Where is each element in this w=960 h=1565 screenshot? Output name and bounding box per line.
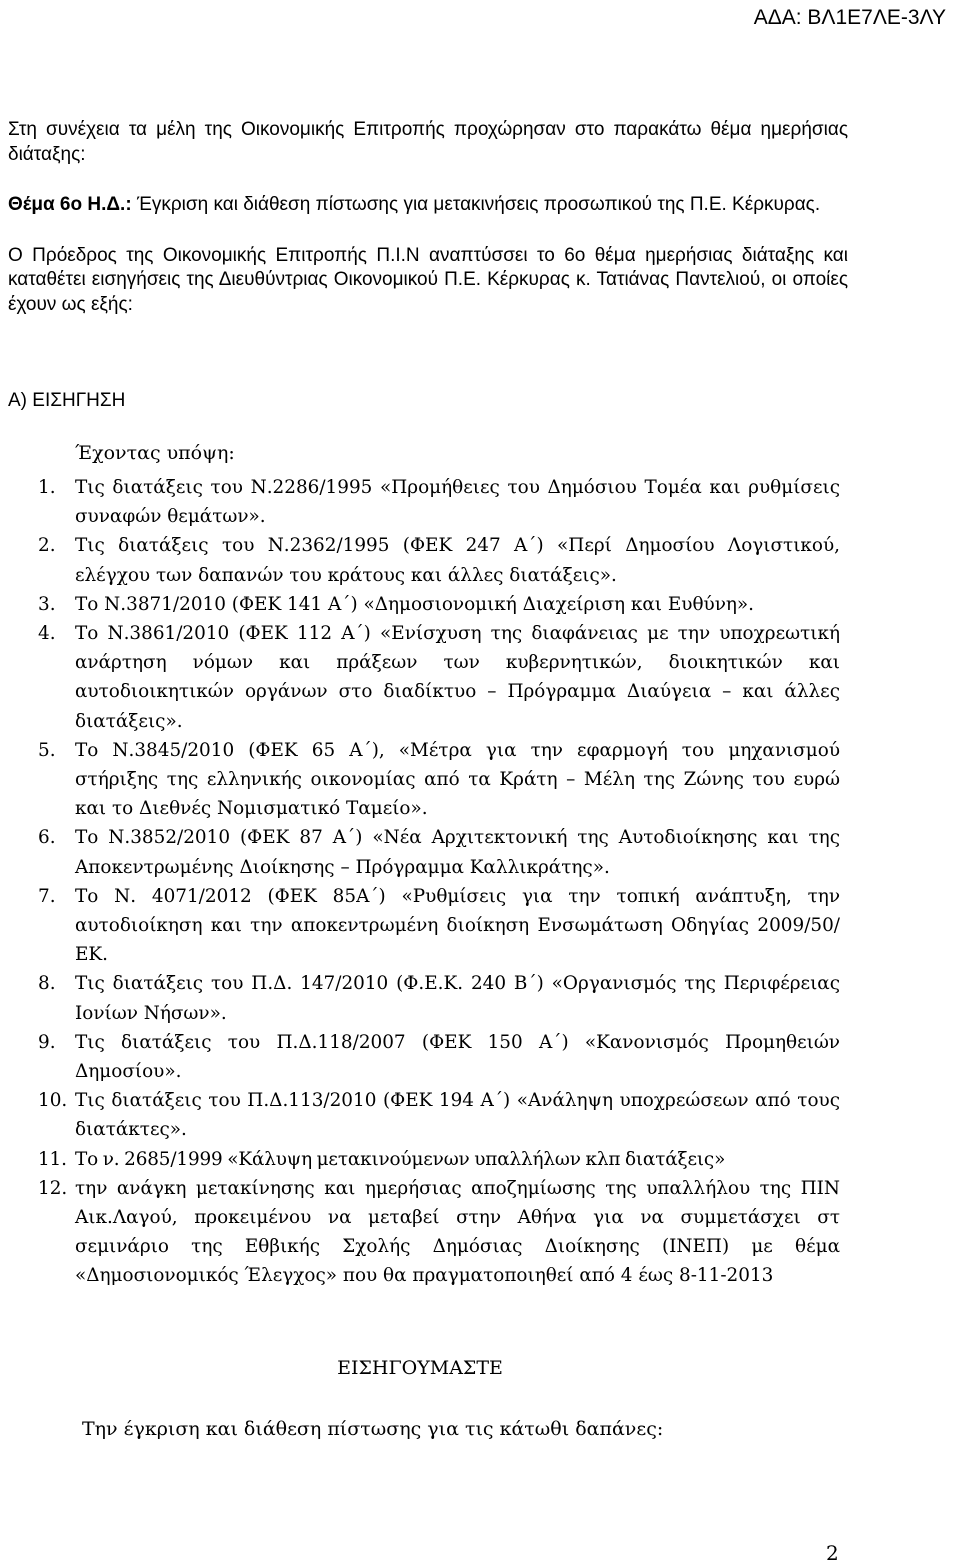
item-number: 9.: [38, 1031, 56, 1053]
list-item: [0, 736, 840, 824]
subject-paragraph: [8, 193, 848, 218]
item-text: την ανάγκη μετακίνησης και ημερήσιας αποζημίωσης της υπαλλήλου της ΠΙΝ Αικ.Λαγού, προκειμένου να μεταβεί στην Αθήνα για να συμμετάσχει στ σεμινάριο της Εθβικής Σχολής Δημόσιας Διοίκησης (ΙΝΕΠ) με θέμα «Δημοσιονομικός Έλεγχος» που θα πραγματοποιηθεί από 4 έως 8-11-2013: [75, 1177, 840, 1287]
list-item: [0, 1086, 840, 1144]
list-item: [0, 1145, 840, 1174]
item-text: Το Ν. 4071/2012 (ΦΕΚ 85Α΄) «Ρυθμίσεις για την τοπική ανάπτυξη, την αυτοδιοίκηση και την αποκεντρωμένη διοίκηση Ενσωμάτωση Οδηγίας 2009/50/ΕΚ.: [75, 885, 840, 966]
item-number: 3.: [38, 593, 56, 615]
legislation-list: [0, 473, 840, 1291]
item-text: Το Ν.3845/2010 (ΦΕΚ 65 Α΄), «Μέτρα για την εφαρμογή του μηχανισμού στήριξης της ελληνικής οικονομίας από τα Κράτη – Μέλη της Ζώνης του ευρώ και το Διεθνές Νομισματικό Ταμείο».: [75, 739, 840, 820]
chairman-paragraph: Ο Πρόεδρος της Οικονομικής Επιτροπής Π.Ι.Ν αναπτύσσει το 6ο θέμα ημερήσιας διάταξης και καταθέτει εισηγήσεις της Διευθύντριας Οικονομικού Π.Ε. Κέρκυρας κ. Τατιάνας Παντελιού, οι οποίες έχουν ως εξής:: [8, 244, 848, 315]
item-text: Τις διατάξεις του Π.Δ.113/2010 (ΦΕΚ 194 Α΄) «Ανάληψη υποχρεώσεων από τους διατάκτες».: [75, 1090, 840, 1141]
subject-label: Θέμα 6ο Η.Δ.:: [8, 194, 132, 215]
item-text: Το Ν.3852/2010 (ΦΕΚ 87 Α΄) «Νέα Αρχιτεκτονική της Αυτοδιοίκησης και της Αποκεντρωμένης Διοίκησης – Πρόγραμμα Καλλικράτης».: [75, 827, 840, 878]
list-item: [0, 882, 840, 970]
page-number: 2: [826, 1541, 839, 1565]
list-item: [0, 531, 840, 589]
item-text: Τις διατάξεις του Ν.2362/1995 (ΦΕΚ 247 Α΄) «Περί Δημοσίου Λογιστικού, ελέγχου των δαπανών του κράτους και άλλες διατάξεις».: [75, 535, 840, 586]
item-number: 5.: [38, 739, 56, 761]
item-number: 7.: [38, 885, 56, 907]
item-number: 2.: [38, 535, 56, 557]
list-item: [0, 473, 840, 531]
intro-paragraph: Στη συνέχεια τα μέλη της Οικονομικής Επιτροπής προχώρησαν στο παρακάτω θέμα ημερήσιας διάταξης:: [8, 119, 848, 165]
item-text: Τις διατάξεις του Π.Δ.118/2007 (ΦΕΚ 150 Α΄) «Κανονισμός Προμηθειών Δημοσίου».: [75, 1031, 840, 1083]
item-text: Τις διατάξεις του Π.Δ. 147/2010 (Φ.Ε.Κ. 240 Β΄) «Οργανισμός της Περιφέρειας Ιονίων Νήσων».: [75, 973, 840, 1024]
list-item: [0, 823, 840, 881]
approval-line: Την έγκριση και διάθεση πίστωσης για τις κάτωθι δαπάνες:: [82, 1418, 664, 1440]
item-text: Το ν. 2685/1999 «Κάλυψη μετακινούμενων υπαλλήλων κλπ διατάξεις»: [75, 1148, 726, 1170]
subject-text: Έγκριση και διάθεση πίστωσης για μετακινήσεις προσωπικού της Π.Ε. Κέρκυρας.: [136, 194, 821, 215]
item-number: 4.: [38, 623, 56, 645]
item-number: 11.: [38, 1148, 67, 1170]
item-text: Τις διατάξεις του Ν.2286/1995 «Προμήθειες του Δημόσιου Τομέα και ρυθμίσεις συναφών θεμάτων».: [75, 477, 840, 528]
item-text: Το Ν.3871/2010 (ΦΕΚ 141 Α΄) «Δημοσιονομική Διαχείριση και Ευθύνη».: [75, 593, 755, 615]
considering-label: Έχοντας υπόψη:: [75, 442, 235, 464]
recommendation-heading: ΕΙΣΗΓΟΥΜΑΣΤΕ: [337, 1357, 503, 1379]
item-text: Το Ν.3861/2010 (ΦΕΚ 112 Α΄) «Ενίσχυση της διαφάνειας με την υποχρεωτική ανάρτηση νόμων και πράξεων των κυβερνητικών, διοικητικών και αυτοδιοικητικών οργάνων στο διαδίκτυο – Πρόγραμμα Διαύγεια – και άλλες διατάξεις».: [75, 623, 840, 732]
list-item: [0, 619, 840, 736]
list-item: [0, 1028, 840, 1086]
item-number: 1.: [38, 477, 56, 498]
ada-code: ΑΔΑ: ΒΛ1Ε7ΛΕ-3ΛΥ: [753, 6, 946, 29]
section-title: Α) ΕΙΣΗΓΗΣΗ: [8, 390, 126, 411]
item-number: 10.: [38, 1090, 68, 1112]
item-number: 8.: [38, 973, 56, 995]
item-number: 12.: [38, 1177, 68, 1199]
intro-block: [8, 118, 848, 317]
item-number: 6.: [38, 827, 56, 849]
list-item: [0, 969, 840, 1027]
list-item: [0, 1174, 840, 1291]
list-item: [0, 590, 840, 619]
